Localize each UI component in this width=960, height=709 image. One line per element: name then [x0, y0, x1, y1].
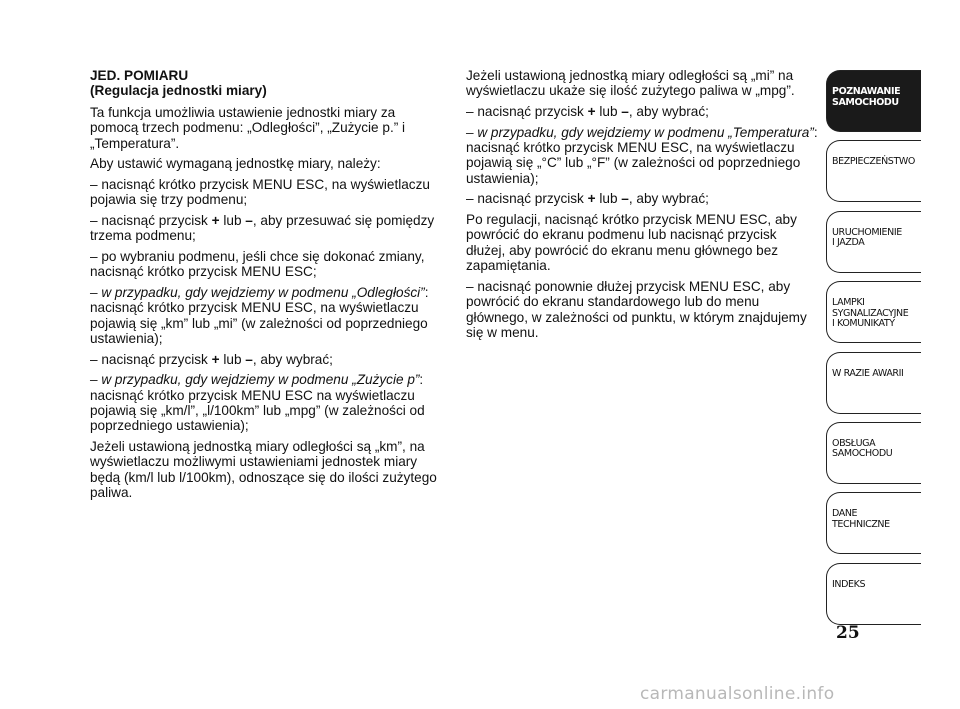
step-select-distance: – nacisnąć przycisk + lub –, aby wybrać; [90, 351, 333, 367]
tab-bezpieczenstwo[interactable]: BEZPIECZEŃSTWO [826, 140, 921, 202]
paragraph-mi-note: Jeżeli ustawioną jednostką miary odległości są „mi” na wyświetlaczu ukaże się ilość zużytego paliwa w „mpg”. [466, 68, 795, 99]
watermark: carmanualsonline.info [640, 684, 835, 704]
minus-symbol: – [621, 191, 629, 207]
step-select-temperature: – nacisnąć przycisk + lub –, aby wybrać; [466, 191, 709, 207]
step-distance-submenu: – w przypadku, gdy wejdziemy w podmenu „Odległości”: nacisnąć krótko przycisk MENU ESC, na wyświetlaczu pojawią się „km” lub „mi” (w zależności od poprzedniego ustawienia); [90, 284, 429, 347]
heading-title: JED. POMIARU [90, 68, 189, 83]
section-heading [90, 68, 440, 99]
plus-symbol: + [211, 351, 220, 367]
plus-symbol: + [587, 191, 596, 207]
tab-dane-techniczne[interactable]: DANE TECHNICZNE [826, 492, 921, 554]
tab-lampki-sygnalizacyjne[interactable]: LAMPKI SYGNALIZACYJNE I KOMUNIKATY [826, 281, 921, 343]
minus-symbol: – [245, 351, 253, 367]
heading-subtitle: (Regulacja jednostki miary) [90, 83, 267, 99]
tab-w-razie-awarii[interactable]: W RAZIE AWARII [826, 352, 921, 414]
step-temperature-submenu: – w przypadku, gdy wejdziemy w podmenu „Temperatura”: nacisnąć krótko przycisk MENU ESC, na wyświetlaczu pojawią się „°C” lub „°F” (w zależności od poprzedniego ustawienia); [466, 124, 818, 186]
tab-obsluga-samochodu[interactable]: OBSŁUGA SAMOCHODU [826, 422, 921, 484]
right-column [466, 68, 818, 346]
step-return-standard: – nacisnąć ponownie dłużej przycisk MENU ESC, aby powrócić do ekranu standardowego lub do menu głównego, w zależności od punktu, w którym znajdujemy się w menu. [466, 278, 807, 341]
plus-symbol: + [211, 212, 220, 228]
tab-uruchomienie-i-jazda[interactable]: URUCHOMIENIE I JAZDA [826, 211, 921, 273]
paragraph-instruction: Aby ustawić wymaganą jednostkę miary, należy: [90, 156, 381, 172]
left-column [90, 68, 440, 506]
paragraph-km-note: Jeżeli ustawioną jednostką miary odległości są „km”, na wyświetlaczu możliwymi ustawieniami jednostek miary będą (km/l lub l/100km), odnoszące się do ilości zużytego paliwa. [90, 439, 437, 501]
tab-poznawanie-samochodu[interactable]: POZNAWANIE SAMOCHODU [826, 70, 921, 132]
chapter-tabs [826, 70, 921, 633]
step-open-menu: – nacisnąć krótko przycisk MENU ESC, na wyświetlaczu pojawia się trzy podmenu; [90, 176, 430, 208]
step-select-consumption: – nacisnąć przycisk + lub –, aby wybrać; [466, 104, 709, 119]
plus-symbol: + [587, 104, 596, 119]
paragraph-after-adjustment: Po regulacji, nacisnąć krótko przycisk MENU ESC, aby powrócić do ekranu podmenu lub nacisnąć przycisk dłużej, aby powrócić do ekranu menu głównego bez zapamiętania. [466, 212, 797, 274]
paragraph-intro: Ta funkcja umożliwia ustawienie jednostki miary za pomocą trzech podmenu: „Odległości”, „Zużycie p.” i „Temperatura”. [90, 104, 406, 151]
step-consumption-submenu: – w przypadku, gdy wejdziemy w podmenu „Zużycie p”: nacisnąć krótko przycisk MENU ESC na wyświetlaczu pojawią się „km/l”, „l/100km” lub „mpg” (w zależności od poprzedniego ustawienia); [90, 372, 425, 434]
step-scroll-submenus: – nacisnąć przycisk + lub –, aby przesuwać się pomiędzy trzema podmenu; [90, 212, 435, 244]
tab-indeks[interactable]: INDEKS [826, 563, 921, 625]
minus-symbol: – [245, 212, 253, 228]
page-number: 25 [836, 623, 860, 643]
minus-symbol: – [621, 104, 629, 119]
step-select-submenu: – po wybraniu podmenu, jeśli chce się dokonać zmiany, nacisnąć krótko przycisk MENU ESC; [90, 248, 425, 280]
